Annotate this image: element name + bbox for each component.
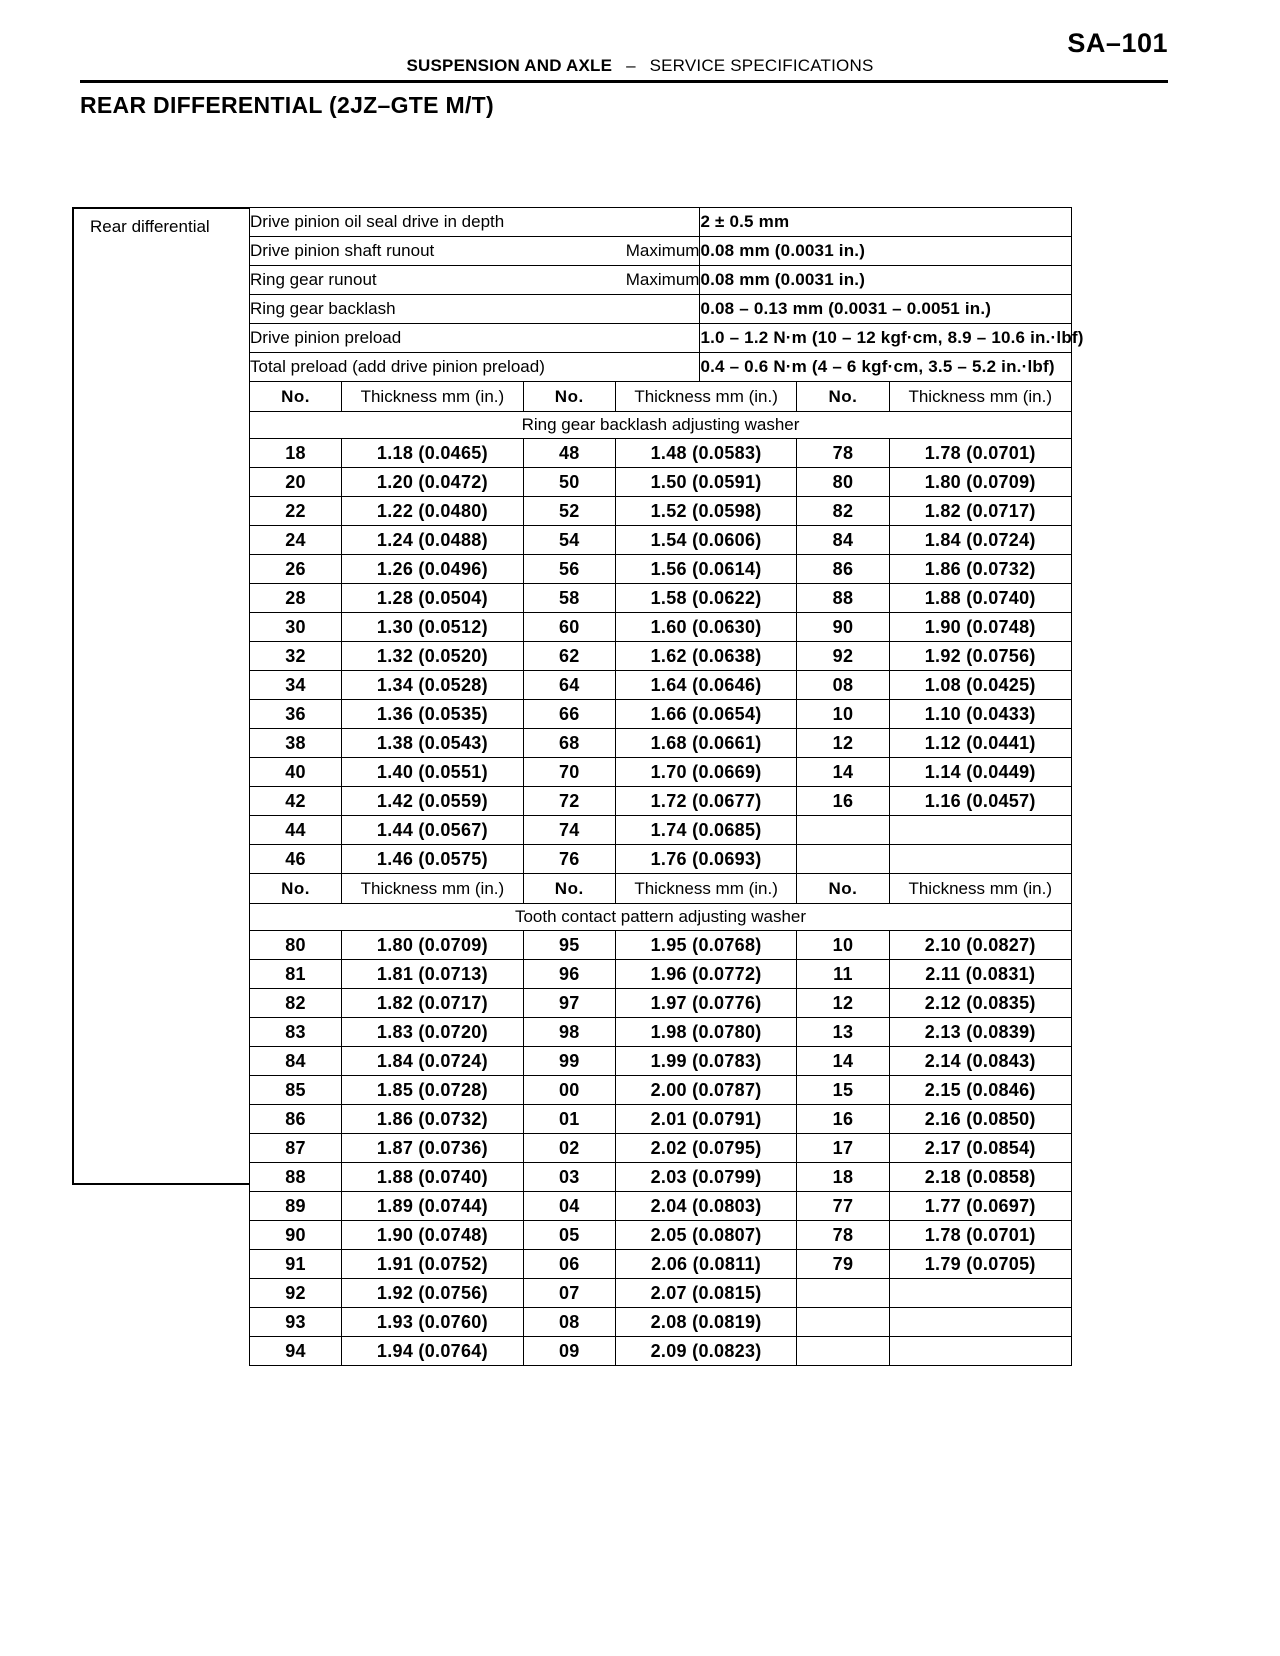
washer-thickness-cell: 1.82 (0.0717) bbox=[889, 497, 1072, 526]
washer-thickness-cell: 1.30 (0.0512) bbox=[342, 613, 524, 642]
washer-thickness-cell: 2.03 (0.0799) bbox=[615, 1163, 797, 1192]
washer-no-cell bbox=[797, 845, 889, 874]
washer-thickness-cell: 2.08 (0.0819) bbox=[615, 1308, 797, 1337]
washer-thickness-cell: 2.04 (0.0803) bbox=[615, 1192, 797, 1221]
washer-no-cell bbox=[797, 816, 889, 845]
washer-thickness-cell: 2.17 (0.0854) bbox=[889, 1134, 1072, 1163]
washer-thickness-cell: 1.34 (0.0528) bbox=[342, 671, 524, 700]
washer-no-cell: 07 bbox=[523, 1279, 615, 1308]
washer-thickness-cell: 1.92 (0.0756) bbox=[342, 1279, 524, 1308]
washer-no-cell: 90 bbox=[250, 1221, 342, 1250]
washer-no-cell: 46 bbox=[250, 845, 342, 874]
washer-thickness-cell bbox=[889, 1337, 1072, 1366]
washer-no-cell: 84 bbox=[797, 526, 889, 555]
washer-thickness-cell: 1.87 (0.0736) bbox=[342, 1134, 524, 1163]
washer-no-cell: 88 bbox=[797, 584, 889, 613]
washer-thickness-cell: 1.52 (0.0598) bbox=[615, 497, 797, 526]
washer-no-cell: 12 bbox=[797, 729, 889, 758]
washer-table bbox=[249, 873, 1072, 1366]
washer-no-cell: 13 bbox=[797, 1018, 889, 1047]
washer-no-cell: 74 bbox=[523, 816, 615, 845]
washer-no-cell: 12 bbox=[797, 989, 889, 1018]
table-row bbox=[250, 555, 1072, 584]
washer-no-cell: 50 bbox=[523, 468, 615, 497]
table-row bbox=[250, 989, 1072, 1018]
spec-value: 0.08 mm (0.0031 in.) bbox=[700, 237, 1072, 266]
washer-no-cell: 82 bbox=[250, 989, 342, 1018]
column-header-no: No. bbox=[250, 874, 342, 904]
washer-no-cell: 78 bbox=[797, 1221, 889, 1250]
washer-no-cell: 14 bbox=[797, 758, 889, 787]
spec-qualifier: Maximum bbox=[523, 237, 700, 266]
washer-thickness-cell: 1.77 (0.0697) bbox=[889, 1192, 1072, 1221]
washer-thickness-cell: 2.13 (0.0839) bbox=[889, 1018, 1072, 1047]
column-header-thickness: Thickness mm (in.) bbox=[889, 874, 1072, 904]
spec-values-table bbox=[249, 207, 1084, 382]
washer-thickness-cell: 1.28 (0.0504) bbox=[342, 584, 524, 613]
washer-no-cell: 88 bbox=[250, 1163, 342, 1192]
washer-thickness-cell: 1.50 (0.0591) bbox=[615, 468, 797, 497]
washer-no-cell: 02 bbox=[523, 1134, 615, 1163]
washer-tables-container bbox=[249, 381, 1072, 1366]
washer-thickness-cell: 2.12 (0.0835) bbox=[889, 989, 1072, 1018]
washer-thickness-cell bbox=[889, 1308, 1072, 1337]
table-row bbox=[250, 1279, 1072, 1308]
washer-thickness-cell: 1.66 (0.0654) bbox=[615, 700, 797, 729]
washer-thickness-cell: 2.09 (0.0823) bbox=[615, 1337, 797, 1366]
washer-no-cell bbox=[797, 1308, 889, 1337]
spec-row bbox=[250, 237, 1072, 266]
washer-no-cell: 08 bbox=[797, 671, 889, 700]
washer-no-cell: 84 bbox=[250, 1047, 342, 1076]
washer-no-cell: 48 bbox=[523, 439, 615, 468]
washer-no-cell: 44 bbox=[250, 816, 342, 845]
spec-value: 1.0 – 1.2 N·m (10 – 12 kgf·cm, 8.9 – 10.6 in.·lbf) bbox=[700, 324, 1072, 353]
column-header-no: No. bbox=[797, 874, 889, 904]
header-breadcrumb bbox=[0, 56, 1280, 76]
table-row bbox=[250, 729, 1072, 758]
washer-no-cell: 42 bbox=[250, 787, 342, 816]
washer-no-cell: 85 bbox=[250, 1076, 342, 1105]
washer-no-cell: 91 bbox=[250, 1250, 342, 1279]
spec-name: Ring gear runout bbox=[250, 266, 524, 295]
washer-thickness-cell: 1.56 (0.0614) bbox=[615, 555, 797, 584]
table-row bbox=[250, 931, 1072, 960]
washer-thickness-cell: 1.24 (0.0488) bbox=[342, 526, 524, 555]
washer-no-cell: 20 bbox=[250, 468, 342, 497]
washer-no-cell: 16 bbox=[797, 787, 889, 816]
table-row bbox=[250, 960, 1072, 989]
washer-thickness-cell: 1.94 (0.0764) bbox=[342, 1337, 524, 1366]
table-row bbox=[250, 468, 1072, 497]
column-header-thickness: Thickness mm (in.) bbox=[615, 874, 797, 904]
washer-no-cell: 09 bbox=[523, 1337, 615, 1366]
group-bracket bbox=[72, 207, 250, 1185]
table-row bbox=[250, 584, 1072, 613]
washer-no-cell: 38 bbox=[250, 729, 342, 758]
washer-thickness-cell: 2.00 (0.0787) bbox=[615, 1076, 797, 1105]
washer-no-cell: 86 bbox=[250, 1105, 342, 1134]
table-row bbox=[250, 1221, 1072, 1250]
washer-thickness-cell: 1.84 (0.0724) bbox=[889, 526, 1072, 555]
table-row bbox=[250, 700, 1072, 729]
washer-no-cell: 18 bbox=[797, 1163, 889, 1192]
table-row bbox=[250, 642, 1072, 671]
washer-no-cell: 79 bbox=[797, 1250, 889, 1279]
washer-thickness-cell: 1.12 (0.0441) bbox=[889, 729, 1072, 758]
washer-no-cell: 06 bbox=[523, 1250, 615, 1279]
table-row bbox=[250, 1337, 1072, 1366]
washer-thickness-cell: 2.01 (0.0791) bbox=[615, 1105, 797, 1134]
washer-no-cell: 00 bbox=[523, 1076, 615, 1105]
column-header-thickness: Thickness mm (in.) bbox=[615, 382, 797, 412]
washer-thickness-cell: 1.88 (0.0740) bbox=[342, 1163, 524, 1192]
washer-no-cell: 18 bbox=[250, 439, 342, 468]
washer-thickness-cell: 1.26 (0.0496) bbox=[342, 555, 524, 584]
washer-no-cell: 87 bbox=[250, 1134, 342, 1163]
column-header-no: No. bbox=[523, 382, 615, 412]
washer-no-cell: 94 bbox=[250, 1337, 342, 1366]
washer-no-cell: 62 bbox=[523, 642, 615, 671]
washer-thickness-cell: 1.85 (0.0728) bbox=[342, 1076, 524, 1105]
column-header-thickness: Thickness mm (in.) bbox=[342, 382, 524, 412]
table-row bbox=[250, 1105, 1072, 1134]
washer-thickness-cell: 1.97 (0.0776) bbox=[615, 989, 797, 1018]
washer-thickness-cell: 1.38 (0.0543) bbox=[342, 729, 524, 758]
washer-no-cell: 70 bbox=[523, 758, 615, 787]
washer-no-cell: 03 bbox=[523, 1163, 615, 1192]
table-row bbox=[250, 816, 1072, 845]
washer-thickness-cell: 1.14 (0.0449) bbox=[889, 758, 1072, 787]
washer-thickness-cell: 1.74 (0.0685) bbox=[615, 816, 797, 845]
washer-thickness-cell: 1.32 (0.0520) bbox=[342, 642, 524, 671]
washer-no-cell: 32 bbox=[250, 642, 342, 671]
washer-no-cell: 16 bbox=[797, 1105, 889, 1134]
washer-no-cell: 96 bbox=[523, 960, 615, 989]
washer-thickness-cell: 1.82 (0.0717) bbox=[342, 989, 524, 1018]
washer-no-cell: 60 bbox=[523, 613, 615, 642]
washer-thickness-cell: 1.62 (0.0638) bbox=[615, 642, 797, 671]
spec-name: Drive pinion shaft runout bbox=[250, 237, 524, 266]
washer-no-cell: 10 bbox=[797, 700, 889, 729]
washer-no-cell: 36 bbox=[250, 700, 342, 729]
spec-value: 0.4 – 0.6 N·m (4 – 6 kgf·cm, 3.5 – 5.2 in.·lbf) bbox=[700, 353, 1072, 382]
spec-value: 2 ± 0.5 mm bbox=[700, 208, 1072, 237]
table-row bbox=[250, 439, 1072, 468]
washer-thickness-cell: 1.16 (0.0457) bbox=[889, 787, 1072, 816]
washer-no-cell: 54 bbox=[523, 526, 615, 555]
washer-no-cell: 86 bbox=[797, 555, 889, 584]
washer-thickness-cell: 1.80 (0.0709) bbox=[342, 931, 524, 960]
washer-no-cell: 15 bbox=[797, 1076, 889, 1105]
washer-no-cell: 95 bbox=[523, 931, 615, 960]
washer-no-cell: 22 bbox=[250, 497, 342, 526]
group-label: Rear differential bbox=[90, 217, 210, 236]
washer-thickness-cell: 1.68 (0.0661) bbox=[615, 729, 797, 758]
washer-thickness-cell: 1.86 (0.0732) bbox=[889, 555, 1072, 584]
washer-no-cell: 34 bbox=[250, 671, 342, 700]
washer-thickness-cell: 1.96 (0.0772) bbox=[615, 960, 797, 989]
washer-thickness-cell: 2.16 (0.0850) bbox=[889, 1105, 1072, 1134]
washer-thickness-cell: 1.44 (0.0567) bbox=[342, 816, 524, 845]
spec-value: 0.08 – 0.13 mm (0.0031 – 0.0051 in.) bbox=[700, 295, 1072, 324]
washer-no-cell: 08 bbox=[523, 1308, 615, 1337]
spec-row bbox=[250, 208, 1072, 237]
washer-no-cell: 10 bbox=[797, 931, 889, 960]
table-row bbox=[250, 758, 1072, 787]
washer-thickness-cell: 2.05 (0.0807) bbox=[615, 1221, 797, 1250]
washer-no-cell: 11 bbox=[797, 960, 889, 989]
table-row bbox=[250, 787, 1072, 816]
washer-no-cell: 80 bbox=[250, 931, 342, 960]
washer-no-cell: 99 bbox=[523, 1047, 615, 1076]
table-row bbox=[250, 1018, 1072, 1047]
washer-thickness-cell: 1.80 (0.0709) bbox=[889, 468, 1072, 497]
washer-no-cell: 92 bbox=[797, 642, 889, 671]
column-header-no: No. bbox=[797, 382, 889, 412]
table-row bbox=[250, 1134, 1072, 1163]
table-row bbox=[250, 1076, 1072, 1105]
washer-thickness-cell: 1.60 (0.0630) bbox=[615, 613, 797, 642]
spec-table-area bbox=[249, 207, 1084, 1366]
washer-no-cell: 26 bbox=[250, 555, 342, 584]
table-row bbox=[250, 526, 1072, 555]
washer-thickness-cell: 1.48 (0.0583) bbox=[615, 439, 797, 468]
washer-thickness-cell: 1.90 (0.0748) bbox=[889, 613, 1072, 642]
washer-thickness-cell: 1.83 (0.0720) bbox=[342, 1018, 524, 1047]
washer-no-cell: 72 bbox=[523, 787, 615, 816]
spec-name: Total preload (add drive pinion preload) bbox=[250, 353, 700, 382]
washer-thickness-cell: 1.72 (0.0677) bbox=[615, 787, 797, 816]
spec-rows-container bbox=[250, 208, 1084, 382]
spec-row bbox=[250, 353, 1072, 382]
spec-value: 0.08 mm (0.0031 in.) bbox=[700, 266, 1072, 295]
washer-thickness-cell bbox=[889, 816, 1072, 845]
page-number: SA–101 bbox=[1067, 28, 1168, 58]
washer-thickness-cell: 2.02 (0.0795) bbox=[615, 1134, 797, 1163]
header-divider-rule bbox=[80, 80, 1168, 83]
header-separator: – bbox=[626, 56, 636, 75]
washer-no-cell: 92 bbox=[250, 1279, 342, 1308]
washer-thickness-cell: 1.10 (0.0433) bbox=[889, 700, 1072, 729]
spec-name: Drive pinion preload bbox=[250, 324, 700, 353]
washer-no-cell: 64 bbox=[523, 671, 615, 700]
washer-no-cell: 56 bbox=[523, 555, 615, 584]
washer-no-cell: 82 bbox=[797, 497, 889, 526]
washer-thickness-cell: 1.18 (0.0465) bbox=[342, 439, 524, 468]
washer-thickness-cell: 1.95 (0.0768) bbox=[615, 931, 797, 960]
washer-no-cell: 24 bbox=[250, 526, 342, 555]
washer-thickness-cell: 1.93 (0.0760) bbox=[342, 1308, 524, 1337]
washer-thickness-cell: 1.78 (0.0701) bbox=[889, 439, 1072, 468]
washer-no-cell: 66 bbox=[523, 700, 615, 729]
table-row bbox=[250, 671, 1072, 700]
column-header-no: No. bbox=[250, 382, 342, 412]
washer-thickness-cell: 1.42 (0.0559) bbox=[342, 787, 524, 816]
washer-no-cell: 89 bbox=[250, 1192, 342, 1221]
washer-thickness-cell: 1.92 (0.0756) bbox=[889, 642, 1072, 671]
washer-thickness-cell: 1.78 (0.0701) bbox=[889, 1221, 1072, 1250]
washer-no-cell: 68 bbox=[523, 729, 615, 758]
washer-header-row bbox=[250, 874, 1072, 904]
washer-thickness-cell: 1.22 (0.0480) bbox=[342, 497, 524, 526]
page-title: REAR DIFFERENTIAL (2JZ–GTE M/T) bbox=[80, 92, 494, 118]
washer-thickness-cell: 2.15 (0.0846) bbox=[889, 1076, 1072, 1105]
washer-thickness-cell: 1.86 (0.0732) bbox=[342, 1105, 524, 1134]
spec-row bbox=[250, 295, 1072, 324]
spec-qualifier: Maximum bbox=[523, 266, 700, 295]
washer-table bbox=[249, 381, 1072, 874]
washer-thickness-cell: 2.06 (0.0811) bbox=[615, 1250, 797, 1279]
washer-no-cell bbox=[797, 1337, 889, 1366]
washer-thickness-cell: 1.40 (0.0551) bbox=[342, 758, 524, 787]
washer-thickness-cell: 1.46 (0.0575) bbox=[342, 845, 524, 874]
washer-no-cell: 04 bbox=[523, 1192, 615, 1221]
washer-no-cell: 90 bbox=[797, 613, 889, 642]
washer-thickness-cell: 1.81 (0.0713) bbox=[342, 960, 524, 989]
spec-row bbox=[250, 324, 1072, 353]
washer-no-cell: 81 bbox=[250, 960, 342, 989]
washer-no-cell bbox=[797, 1279, 889, 1308]
spec-name: Drive pinion oil seal drive in depth bbox=[250, 208, 700, 237]
washer-thickness-cell: 1.99 (0.0783) bbox=[615, 1047, 797, 1076]
table-row bbox=[250, 613, 1072, 642]
washer-thickness-cell: 1.84 (0.0724) bbox=[342, 1047, 524, 1076]
washer-thickness-cell: 2.11 (0.0831) bbox=[889, 960, 1072, 989]
washer-no-cell: 30 bbox=[250, 613, 342, 642]
table-row bbox=[250, 1308, 1072, 1337]
washer-thickness-cell: 1.88 (0.0740) bbox=[889, 584, 1072, 613]
washer-table-caption: Tooth contact pattern adjusting washer bbox=[250, 904, 1072, 931]
washer-thickness-cell: 1.76 (0.0693) bbox=[615, 845, 797, 874]
washer-no-cell: 80 bbox=[797, 468, 889, 497]
spec-row bbox=[250, 266, 1072, 295]
washer-thickness-cell: 1.64 (0.0646) bbox=[615, 671, 797, 700]
table-row bbox=[250, 845, 1072, 874]
washer-no-cell: 76 bbox=[523, 845, 615, 874]
washer-thickness-cell bbox=[889, 1279, 1072, 1308]
washer-table-caption: Ring gear backlash adjusting washer bbox=[250, 412, 1072, 439]
washer-no-cell: 40 bbox=[250, 758, 342, 787]
washer-thickness-cell: 1.08 (0.0425) bbox=[889, 671, 1072, 700]
table-row bbox=[250, 1047, 1072, 1076]
washer-thickness-cell: 2.14 (0.0843) bbox=[889, 1047, 1072, 1076]
table-row bbox=[250, 1192, 1072, 1221]
washer-thickness-cell: 1.36 (0.0535) bbox=[342, 700, 524, 729]
washer-no-cell: 28 bbox=[250, 584, 342, 613]
washer-no-cell: 05 bbox=[523, 1221, 615, 1250]
washer-no-cell: 14 bbox=[797, 1047, 889, 1076]
washer-thickness-cell: 2.10 (0.0827) bbox=[889, 931, 1072, 960]
washer-thickness-cell bbox=[889, 845, 1072, 874]
column-header-thickness: Thickness mm (in.) bbox=[342, 874, 524, 904]
washer-no-cell: 97 bbox=[523, 989, 615, 1018]
table-row bbox=[250, 1163, 1072, 1192]
spec-name: Ring gear backlash bbox=[250, 295, 700, 324]
washer-no-cell: 83 bbox=[250, 1018, 342, 1047]
washer-no-cell: 58 bbox=[523, 584, 615, 613]
washer-thickness-cell: 2.07 (0.0815) bbox=[615, 1279, 797, 1308]
washer-thickness-cell: 1.98 (0.0780) bbox=[615, 1018, 797, 1047]
column-header-thickness: Thickness mm (in.) bbox=[889, 382, 1072, 412]
column-header-no: No. bbox=[523, 874, 615, 904]
washer-no-cell: 17 bbox=[797, 1134, 889, 1163]
washer-no-cell: 98 bbox=[523, 1018, 615, 1047]
washer-no-cell: 78 bbox=[797, 439, 889, 468]
washer-thickness-cell: 1.20 (0.0472) bbox=[342, 468, 524, 497]
header-section-label: SUSPENSION AND AXLE bbox=[406, 56, 613, 75]
washer-no-cell: 01 bbox=[523, 1105, 615, 1134]
washer-no-cell: 77 bbox=[797, 1192, 889, 1221]
washer-thickness-cell: 2.18 (0.0858) bbox=[889, 1163, 1072, 1192]
washer-thickness-cell: 1.54 (0.0606) bbox=[615, 526, 797, 555]
washer-thickness-cell: 1.79 (0.0705) bbox=[889, 1250, 1072, 1279]
washer-thickness-cell: 1.90 (0.0748) bbox=[342, 1221, 524, 1250]
washer-no-cell: 52 bbox=[523, 497, 615, 526]
washer-thickness-cell: 1.70 (0.0669) bbox=[615, 758, 797, 787]
page-header bbox=[0, 0, 1280, 92]
washer-header-row bbox=[250, 382, 1072, 412]
washer-thickness-cell: 1.58 (0.0622) bbox=[615, 584, 797, 613]
header-subsection-label: SERVICE SPECIFICATIONS bbox=[649, 56, 874, 75]
table-row bbox=[250, 1250, 1072, 1279]
washer-thickness-cell: 1.91 (0.0752) bbox=[342, 1250, 524, 1279]
washer-no-cell: 93 bbox=[250, 1308, 342, 1337]
washer-thickness-cell: 1.89 (0.0744) bbox=[342, 1192, 524, 1221]
table-row bbox=[250, 497, 1072, 526]
